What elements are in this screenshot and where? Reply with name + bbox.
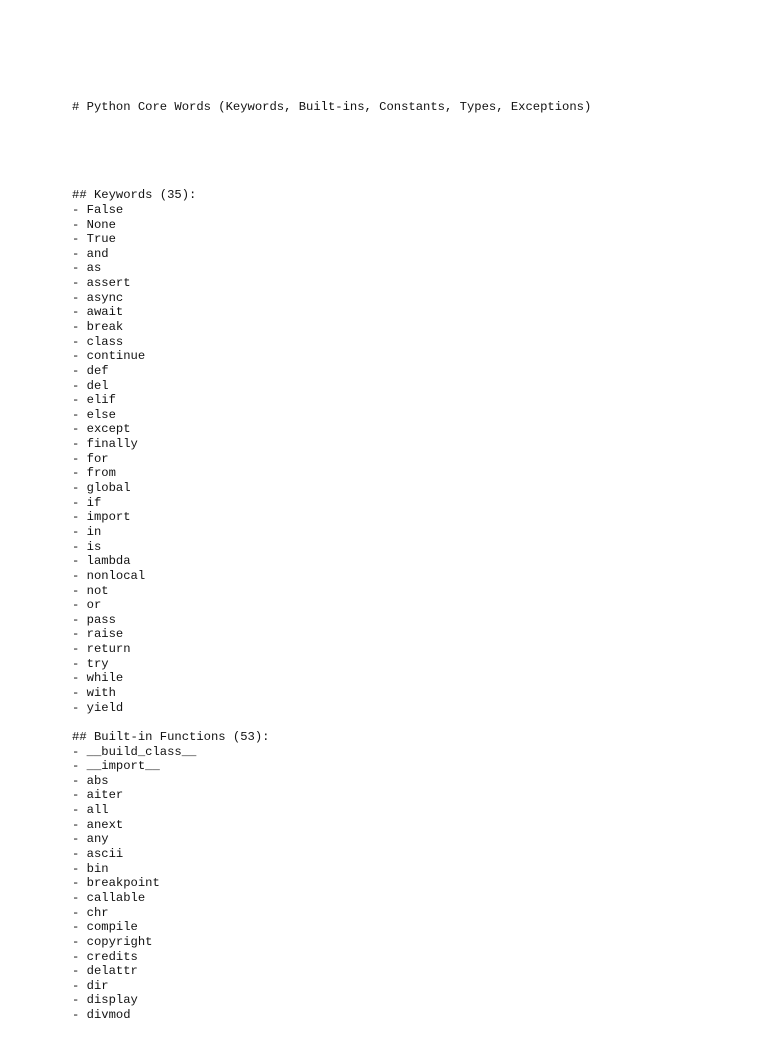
list-item: - await <box>72 305 124 320</box>
list-item: - del <box>72 378 109 393</box>
list-item: - copyright <box>72 934 153 949</box>
list-item: - global <box>72 481 131 496</box>
list-item: - break <box>72 319 124 334</box>
list-item: - class <box>72 334 124 349</box>
section-heading: ## Built-in Functions (53): <box>72 729 270 744</box>
list-item: - yield <box>72 700 124 715</box>
blank-line <box>72 715 752 730</box>
list-item: - and <box>72 246 109 261</box>
list-item: - if <box>72 495 102 510</box>
list-item: - elif <box>72 393 116 408</box>
list-item: - __build_class__ <box>72 744 197 759</box>
list-item: - __import__ <box>72 759 160 774</box>
list-item: - not <box>72 583 109 598</box>
list-item: - lambda <box>72 554 131 569</box>
list-item: - with <box>72 686 116 700</box>
list-item: - display <box>72 993 138 1008</box>
list-item: - bin <box>72 861 109 876</box>
list-item: - finally <box>72 437 138 452</box>
document-sections <box>72 188 752 1023</box>
list-item: - assert <box>72 276 131 291</box>
list-item: - compile <box>72 920 138 935</box>
list-item: - False <box>72 202 124 217</box>
list-item: - pass <box>72 612 116 627</box>
list-item: - divmod <box>72 1008 131 1023</box>
list-item: - dir <box>72 978 109 993</box>
list-item: - breakpoint <box>72 876 160 891</box>
list-item: - for <box>72 451 109 466</box>
list-item: - any <box>72 832 109 847</box>
list-item: - anext <box>72 817 124 832</box>
list-item: - aiter <box>72 788 124 803</box>
list-item: - or <box>72 598 102 613</box>
list-item: - None <box>72 217 116 232</box>
list-item: - def <box>72 363 109 378</box>
list-item: - in <box>72 524 102 539</box>
list-item: - credits <box>72 949 138 964</box>
list-item: - except <box>72 422 131 437</box>
list-item: - chr <box>72 905 109 920</box>
list-item: - nonlocal <box>72 568 146 583</box>
list-item: - return <box>72 642 131 657</box>
list-item: - delattr <box>72 964 138 979</box>
section <box>72 188 752 715</box>
list-item: - try <box>72 656 109 671</box>
list-item: - from <box>72 466 116 481</box>
list-item: - ascii <box>72 847 124 862</box>
document-title: # Python Core Words (Keywords, Built-ins, Constants, Types, Exceptions) <box>72 100 592 115</box>
list-item: - as <box>72 261 102 276</box>
list-item: - else <box>72 407 116 422</box>
list-item: - is <box>72 539 102 554</box>
list-item: - abs <box>72 773 109 788</box>
list-item: - all <box>72 803 109 818</box>
list-item: - True <box>72 232 116 247</box>
list-item: - while <box>72 671 124 686</box>
list-item: - async <box>72 290 124 305</box>
list-item: - callable <box>72 890 146 905</box>
blank-line <box>72 144 752 159</box>
section <box>72 730 752 1023</box>
document-page <box>72 71 752 1037</box>
list-item: - raise <box>72 627 124 642</box>
section-heading: ## Keywords (35): <box>72 188 197 203</box>
list-item: - import <box>72 510 131 525</box>
list-item: - continue <box>72 349 146 364</box>
